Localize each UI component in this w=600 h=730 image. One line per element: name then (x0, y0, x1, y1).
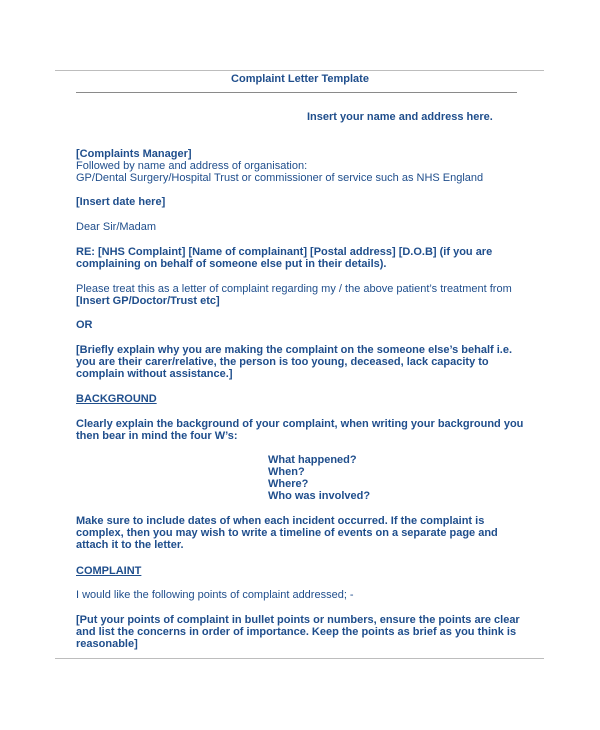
dates-note-line-1: Make sure to include dates of when each incident occurred. If the complaint is (76, 515, 485, 527)
background-heading: BACKGROUND (76, 393, 157, 405)
points-note-line-2: and list the concerns in order of importance. Keep the points as brief as you think is (76, 626, 517, 638)
complaint-intro: I would like the following points of complaint addressed; - (76, 589, 354, 601)
title-divider (76, 92, 517, 93)
dates-note-line-3: attach it to the letter. (76, 539, 184, 551)
salutation: Dear Sir/Madam (76, 221, 157, 233)
points-note-line-3: reasonable] (76, 638, 138, 650)
bottom-divider (55, 658, 544, 659)
intro-line-2: [Insert GP/Doctor/Trust etc] (76, 295, 220, 307)
date-placeholder: [Insert date here] (76, 196, 166, 208)
top-divider (55, 70, 544, 71)
re-line-2: complaining on behalf of someone else put in their details). (76, 258, 387, 270)
address-placeholder: Insert your name and address here. (307, 111, 493, 123)
or-separator: OR (76, 319, 93, 331)
dates-note-line-2: complex, then you may wish to write a timeline of events on a separate page and (76, 527, 498, 539)
behalf-line-3: complain without assistance.] (76, 368, 233, 380)
points-note-line-1: [Put your points of complaint in bullet points or numbers, ensure the points are clear (76, 614, 520, 626)
recipient-instruction: Followed by name and address of organisation: (76, 160, 308, 172)
question-when: When? (268, 466, 305, 478)
question-who: Who was involved? (268, 490, 371, 502)
question-what: What happened? (268, 454, 357, 466)
question-where: Where? (268, 478, 309, 490)
background-line-1: Clearly explain the background of your complaint, when writing your background you (76, 418, 524, 430)
document-title: Complaint Letter Template (231, 73, 369, 85)
recipient-examples: GP/Dental Surgery/Hospital Trust or commissioner of service such as NHS England (76, 172, 484, 184)
intro-line-1: Please treat this as a letter of complaint regarding my / the above patient’s treatment from (76, 283, 512, 295)
behalf-line-1: [Briefly explain why you are making the complaint on the someone else’s behalf i.e. (76, 344, 513, 356)
re-line-1: RE: [NHS Complaint] [Name of complainant] [Postal address] [D.O.B] (if you are (76, 246, 493, 258)
background-line-2: then bear in mind the four W’s: (76, 430, 238, 442)
complaint-heading: COMPLAINT (76, 565, 142, 577)
behalf-line-2: you are their carer/relative, the person is too young, deceased, lack capacity to (76, 356, 489, 368)
recipient-manager: [Complaints Manager] (76, 148, 192, 160)
